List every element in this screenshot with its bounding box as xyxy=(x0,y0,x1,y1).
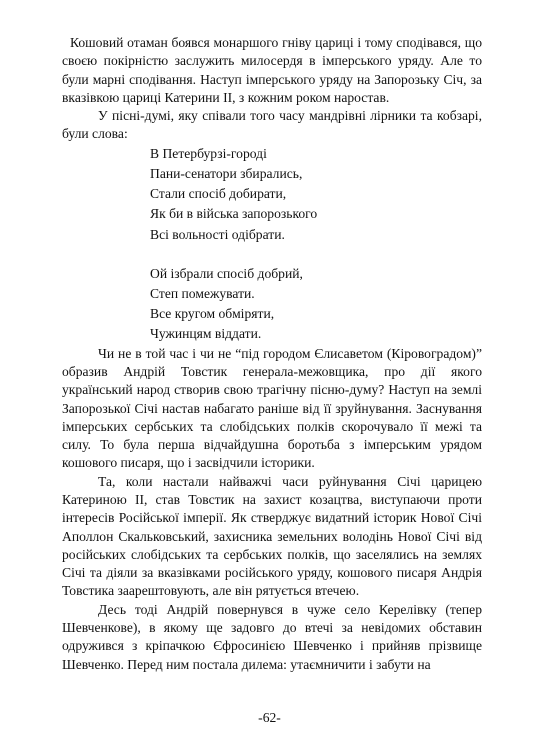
paragraph-pisnia-duma-intro: У пісні-думі, яку співали того часу мандрівні лірники та кобзарі, були слова: xyxy=(62,108,482,142)
poem-line: Як би в війська запорозького xyxy=(150,206,318,222)
paragraph-tovstyk-zakhyst: Та, коли настали найважчі часи руйнування Січі царицею Катериною II, став Товстик на захист козацтва, виступаючи проти інтересів Російської імперії. Як стверджує видатний історик Нової Січі Аполлон Скальковський, захисника земельних володінь Нової Січі від російських слобідських та сербських полків, що заселялись на землях Січі та діяли за вказівками російського уряду, кошового писаря Андрія Товстика заарештовують, але він рятується втечею. xyxy=(62,473,482,599)
paragraph-general-mezhovshchyk: Чи не в той час і чи не “під городом Єлисаветом (Кіровоградом)” образив Андрій Товстик генерала-межовщика, про дії якого український народ створив свою трагічну пісню-думу? Наступ на землі Запорозької Січі настав набагато раніше від її зруйнування. Заснування імперських сербських та слобідських полків скорочувало її межі та силу. То була перша відчайдушна боротьба з імперським урядом кошового писаря, що і засвідчили історики. xyxy=(62,345,482,471)
poem-line: Все кругом обміряти, xyxy=(150,306,275,322)
poem-line: Ой ізбрали спосіб добрий, xyxy=(150,265,303,281)
poem-line: Всі вольності одібрати. xyxy=(150,226,285,242)
poem-line: Чужинцям віддати. xyxy=(150,326,262,342)
poem-line: Стали спосіб добирати, xyxy=(150,186,287,202)
poem-quote xyxy=(150,144,482,345)
poem-line: Пани-сенатори збирались, xyxy=(150,165,303,181)
stanza-gap xyxy=(150,245,482,264)
paragraph-koshovyi-otaman: Кошовий отаман боявся монаршого гніву цариці і тому сподівався, що своєю покірністю заслужить милосердя в імперського уряду. Але то були марні сподівання. Наступ імперського уряду на Запорозьку Січ, за вказівкою цариці Катерини II, з кожним роком наростав. xyxy=(62,35,482,105)
document-page xyxy=(62,34,482,674)
page-number: -62- xyxy=(258,710,281,725)
poem-line: В Петербурзі-городі xyxy=(150,145,267,161)
poem-line: Степ помежувати. xyxy=(150,286,255,301)
paragraph-kerelivka: Десь тоді Андрій повернувся в чуже село Керелівку (тепер Шевченкове), в якому ще задовго до втечі за невідомих обставин одружився з кріпачкою Єфросинією Шевченко і прийняв прізвище Шевченко. Перед ним постала дилема: утаємничити і забути на xyxy=(62,601,482,672)
